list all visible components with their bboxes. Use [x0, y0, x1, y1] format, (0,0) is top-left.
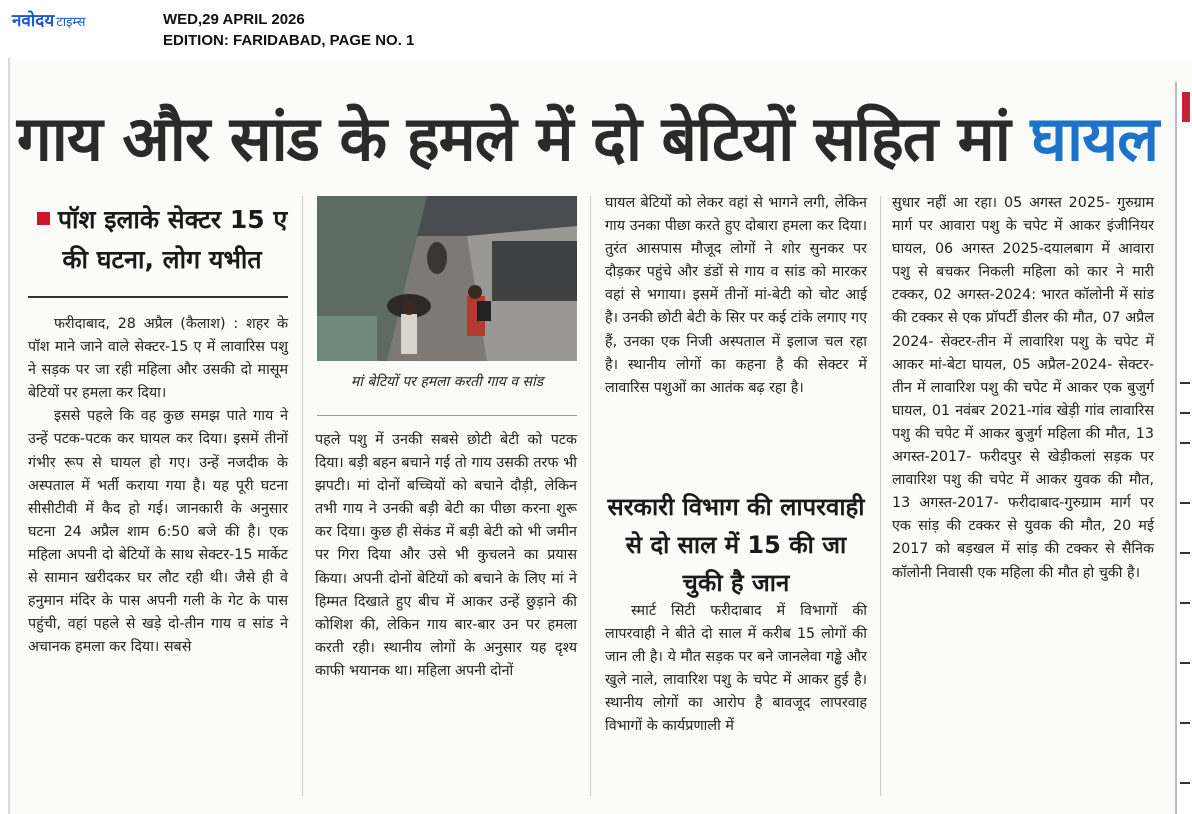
edge-mark	[1180, 412, 1190, 414]
column-divider	[880, 196, 881, 796]
page-headline	[0, 95, 1175, 183]
edge-mark	[1180, 662, 1190, 664]
edition-info	[163, 9, 414, 51]
edge-mark	[1180, 552, 1190, 554]
edge-mark	[1180, 782, 1190, 784]
column-divider	[302, 196, 303, 796]
column-divider	[590, 196, 591, 796]
cctv-photo	[317, 196, 577, 361]
subheadline-1: पॉश इलाके सेक्टर 15 ए की घटना, लोग यभीत	[32, 200, 292, 280]
col1-paragraph-1: फरीदाबाद, 28 अप्रैल (कैलाश) : शहर के पॉश माने जाने वाले सेक्टर-15 ए में लावारिस पशु ने सड़क पर जा रही महिला और उसकी दो मासूम बेटियों पर हमला कर दिया।	[28, 316, 288, 402]
edge-mark	[1180, 602, 1190, 604]
column-1	[28, 313, 288, 659]
column-2	[315, 429, 577, 683]
edge-mark	[1180, 382, 1190, 384]
headline-accent: घायल	[1030, 102, 1159, 175]
edition-name: EDITION: FARIDABAD, PAGE NO. 1	[163, 32, 415, 49]
logo-main-text: नवोदय	[12, 11, 55, 31]
edge-mark	[1180, 722, 1190, 724]
column-3-bottom	[605, 600, 867, 739]
col1-paragraph-2: इससे पहले कि वह कुछ समझ पाते गाय ने उन्हें पटक-पटक कर घायल कर दिया। इसमें तीनों गंभीर रूप से घायल हो गए। उन्हें नजदीक के अस्पताल में भर्ती कराया गया है। यह पूरी घटना सीसीटीवी में कैद हो गई। जानकारी के अनुसार घटना 24 अप्रैल शाम 6:50 बजे की है। एक महिला अपनी दो बेटियों के साथ सेक्टर-15 मार्केट से सामान खरीदकर घर लौट रही थी। जैसे ही वे हनुमान मंदिर के पास अपनी गली के गेट के पास पहुंची, वहां पहले से खड़े दो-तीन गाय व सांड ने अचानक हमला कर दिया। सबसे	[28, 408, 288, 656]
col4-paragraph-1: सुधार नहीं आ रहा। 05 अगस्त 2025- गुरुग्राम मार्ग पर आवारा पशु के चपेट में आकर इंजीनियर घायल, 06 अगस्त 2025-दयालबाग में आवारा पशु से बचकर निकली महिला को कार ने मारी टक्कर, 02 अगस्त-2024: भारत कॉलोनी में सांड की टक्कर से एक प्रॉपर्टी डीलर की मौत, 07 अप्रैल 2024- सेक्टर-तीन में लावारिश पशु के चपेट में आकर मां-बेटा घायल, 05 अप्रैल-2024- सेक्टर-तीन में लावारिश पशु की चपेट में आकर एक बुजुर्ग घायल, 01 नवंबर 2021-गांव खेड़ी गांव लावारिस पशु की चपेट में आकर बुजुर्ग महिला की मौत, 13 अगस्त-2017- फरीदपुर से खेड़ीकलां सड़क पर लावारिश पशु की चपेट में आकर युवक की मौत, 13 अगस्त-2017- फरीदाबाद-गुरुग्राम मार्ग पर एक सांड़ की टक्कर से युवक की मौत, 20 मई 2017 को बड़खल में सांड़ की टक्कर से सैनिक कॉलोनी निवासी एक महिला की मौत हो चुकी है।	[892, 195, 1154, 581]
subheadline-2: सरकारी विभाग की लापरवाही से दो साल में 15 की जा चुकी है जान	[607, 493, 865, 597]
col3-paragraph-1: घायल बेटियों को लेकर वहां से भागने लगी, लेकिन गाय उनका पीछा करते हुए दोबारा हमला कर दिया। तुरंत आसपास मौजूद लोगों ने शोर सुनकर पर दौड़कर पहुंचे और डंडों से गाय व सांड को मारकर वहां से भगाया। इसमें तीनों मां-बेटी को चोट आई है। उनकी छोटी बेटी के सिर पर कई टांके लगाए गए हैं, उनका एक निजी अस्पताल में इलाज चल रहा है। स्थानीय लोगों का कहना है की सेक्टर में लावारिस पशुओं का आतंक बढ़ रहा है।	[605, 195, 867, 396]
adjacent-page-red-mark	[1182, 92, 1190, 122]
subhead-rule	[28, 296, 288, 298]
photo-caption: मां बेटियों पर हमला करती गाय व सांड	[350, 374, 544, 390]
col3-paragraph-2: स्मार्ट सिटी फरीदाबाद में विभागों की लापरवाही ने बीते दो साल में करीब 15 लोगों की जान ली है। ये मौत सड़क पर बने जानलेवा गड्ढे और खुले नाले, लावारिश पशु के चपेट में आकर हुई है। स्थानीय लोगों का आरोप है बावजूद लापरवाह विभागों के कार्यप्रणाली में	[605, 603, 867, 735]
column-3-top	[605, 192, 867, 400]
logo-sub-text: टाइम्स	[56, 15, 86, 30]
caption-rule	[317, 415, 577, 416]
red-square-bullet-icon	[37, 212, 50, 225]
edge-mark	[1180, 442, 1190, 444]
edition-date: WED,29 APRIL 2026	[163, 11, 305, 28]
masthead-bar	[0, 0, 1192, 58]
navodaya-times-logo-icon[interactable]	[12, 8, 86, 31]
edge-mark	[1180, 502, 1190, 504]
adjacent-page-edge	[1175, 82, 1192, 814]
col2-paragraph-1: पहले पशु में उनकी सबसे छोटी बेटी को पटक दिया। बड़ी बहन बचाने गई तो गाय उसकी तरफ भी झपटी। मां दोनों बच्चियों को बचाने दौड़ी, लेकिन तभी गाय ने उनकी बड़ी बेटी का पीछा करना शुरू कर दिया। कुछ ही सेकंड में बड़ी बेटी को भी जमीन पर गिरा दिया और उसे भी कुचलने का प्रयास किया। अपनी दोनों बेटियों को बचाने के लिए मां ने हिम्मत दिखाते हुए बीच में आकर उन्हें छुड़ाने की कोशिश की, लेकिन गाय बार-बार उन पर हमला करती रही। स्थानीय लोगों के अनुसार यह दृश्य काफी भयानक था। महिला अपनी दोनों	[315, 432, 577, 679]
headline-main: गाय और सांड के हमले में दो बेटियों सहित मां	[16, 102, 1010, 175]
column-4	[892, 192, 1154, 585]
